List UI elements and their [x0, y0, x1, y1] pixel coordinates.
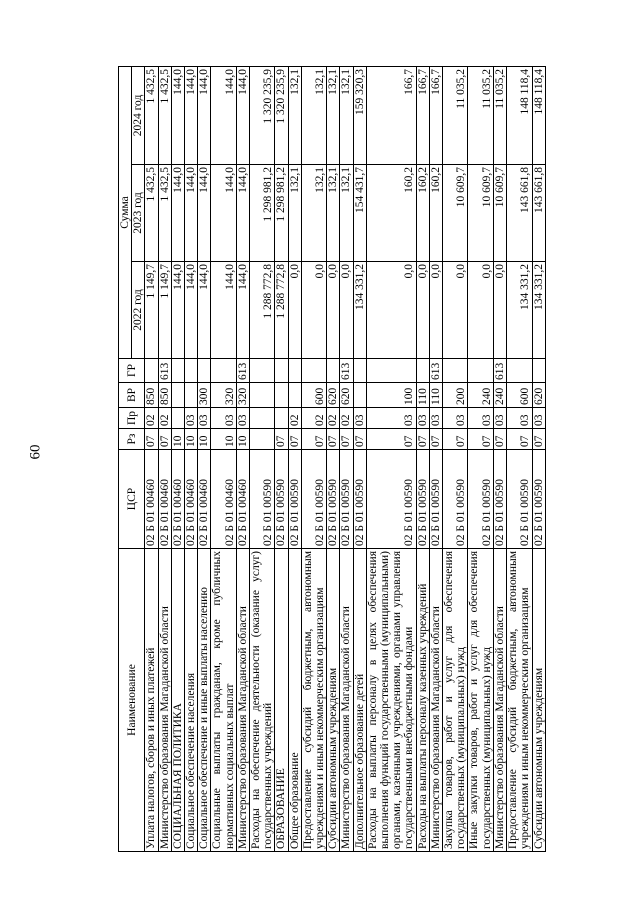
- cell-name: Предоставление субсидий бюджетным, автономным учреждениям и иным некоммерческим организациям: [507, 549, 532, 852]
- cell-name: Закупка товаров, работ и услуг для обеспечения государственных (муниципальных) нужд: [443, 549, 468, 852]
- cell-pr: 03: [185, 408, 198, 429]
- table-row: [236, 66, 249, 851]
- cell-2023: 160,2: [366, 165, 416, 262]
- table-row: [532, 66, 545, 851]
- table-row: [416, 66, 429, 851]
- cell-pr: 02: [288, 408, 301, 429]
- cell-rz: 10: [185, 429, 198, 450]
- cell-csr: 02 Б 01 00590: [301, 450, 326, 549]
- cell-2023: 10 609,7: [443, 165, 468, 262]
- cell-name: Министерство образования Магаданской области: [429, 549, 442, 852]
- cell-rz: 07: [443, 429, 468, 450]
- cell-2023: 132,1: [327, 165, 340, 262]
- table-row: [301, 66, 326, 851]
- cell-csr: 02 Б 01 00590: [275, 450, 288, 549]
- cell-name: Социальное обеспечение и иные выплаты населению: [198, 549, 211, 852]
- cell-2022: 0,0: [443, 262, 468, 359]
- cell-2022: 0,0: [468, 262, 493, 359]
- table-body: [145, 66, 545, 851]
- cell-pr: 03: [366, 408, 416, 429]
- cell-2024: 148 118,4: [507, 66, 532, 164]
- cell-vr: 240: [468, 383, 493, 408]
- header-csr: ЦСР: [119, 450, 145, 549]
- cell-rz: 07: [288, 429, 301, 450]
- cell-rz: 07: [532, 429, 545, 450]
- cell-vr: [275, 383, 288, 408]
- header-2023: 2023 год: [132, 165, 145, 262]
- cell-2023: 160,2: [416, 165, 429, 262]
- cell-2023: 144,0: [211, 165, 236, 262]
- header-2024: 2024 год: [132, 66, 145, 164]
- header-sum: Сумма: [119, 66, 132, 358]
- cell-csr: 02 Б 01 00590: [507, 450, 532, 549]
- cell-pr: 03: [507, 408, 532, 429]
- header-row-top: [119, 66, 132, 851]
- cell-name: Общее образование: [288, 549, 301, 852]
- cell-csr: 02 Б 01 00460: [211, 450, 236, 549]
- table-row: [275, 66, 288, 851]
- table-row: [145, 66, 158, 851]
- cell-name: Министерство образования Магаданской области: [493, 549, 506, 852]
- cell-2023: 1 432,5: [145, 165, 158, 262]
- cell-name: Дополнительное образование детей: [353, 549, 366, 852]
- cell-2024: 1 432,5: [158, 66, 171, 164]
- cell-csr: 02 Б 01 00590: [327, 450, 340, 549]
- cell-gr: [185, 359, 198, 383]
- cell-2024: 132,1: [327, 66, 340, 164]
- cell-rz: [250, 429, 275, 450]
- cell-pr: 03: [429, 408, 442, 429]
- table-row: [250, 66, 275, 851]
- cell-vr: 620: [340, 383, 353, 408]
- cell-csr: 02 Б 01 00590: [353, 450, 366, 549]
- cell-name: Министерство образования Магаданской области: [236, 549, 249, 852]
- cell-2023: 154 431,7: [353, 165, 366, 262]
- cell-vr: [171, 383, 184, 408]
- cell-2022: 134 331,2: [353, 262, 366, 359]
- cell-2022: 134 331,2: [507, 262, 532, 359]
- cell-gr: [532, 359, 545, 383]
- cell-rz: 07: [366, 429, 416, 450]
- cell-2022: 144,0: [211, 262, 236, 359]
- cell-gr: 613: [429, 359, 442, 383]
- cell-2024: 166,7: [366, 66, 416, 164]
- cell-gr: 613: [493, 359, 506, 383]
- cell-csr: 02 Б 01 00590: [493, 450, 506, 549]
- cell-rz: 10: [198, 429, 211, 450]
- cell-2022: 134 331,2: [532, 262, 545, 359]
- cell-rz: 07: [301, 429, 326, 450]
- cell-2022: 0,0: [327, 262, 340, 359]
- cell-csr: 02 Б 01 00590: [366, 450, 416, 549]
- cell-2022: 144,0: [236, 262, 249, 359]
- cell-2023: 144,0: [198, 165, 211, 262]
- cell-2022: 0,0: [288, 262, 301, 359]
- cell-2024: 11 035,2: [468, 66, 493, 164]
- cell-2023: 160,2: [429, 165, 442, 262]
- cell-name: Расходы на обеспечение деятельности (оказание услуг) государственных учреждений: [250, 549, 275, 852]
- budget-table: [118, 66, 546, 852]
- cell-vr: 600: [301, 383, 326, 408]
- cell-pr: 03: [198, 408, 211, 429]
- cell-2024: 166,7: [429, 66, 442, 164]
- cell-2024: 159 320,3: [353, 66, 366, 164]
- cell-csr: 02 Б 01 00460: [185, 450, 198, 549]
- cell-rz: 07: [145, 429, 158, 450]
- cell-pr: 02: [145, 408, 158, 429]
- cell-rz: 07: [353, 429, 366, 450]
- cell-2023: 144,0: [236, 165, 249, 262]
- cell-2023: 144,0: [171, 165, 184, 262]
- cell-2023: 1 298 981,2: [250, 165, 275, 262]
- cell-2023: 10 609,7: [493, 165, 506, 262]
- cell-csr: 02 Б 01 00460: [158, 450, 171, 549]
- cell-gr: [145, 359, 158, 383]
- cell-csr: 02 Б 01 00590: [416, 450, 429, 549]
- cell-name: Субсидии автономным учреждениям: [327, 549, 340, 852]
- cell-2022: 0,0: [493, 262, 506, 359]
- header-pr: Пр: [119, 408, 145, 429]
- cell-2024: 144,0: [171, 66, 184, 164]
- cell-vr: 320: [236, 383, 249, 408]
- cell-csr: 02 Б 01 00460: [171, 450, 184, 549]
- cell-vr: 850: [145, 383, 158, 408]
- cell-2023: 144,0: [185, 165, 198, 262]
- cell-pr: 03: [443, 408, 468, 429]
- cell-2024: 132,1: [288, 66, 301, 164]
- cell-pr: 03: [353, 408, 366, 429]
- cell-2024: 132,1: [340, 66, 353, 164]
- cell-csr: 02 Б 01 00590: [429, 450, 442, 549]
- cell-vr: 240: [493, 383, 506, 408]
- cell-vr: 300: [198, 383, 211, 408]
- cell-gr: [443, 359, 468, 383]
- cell-2024: 1 320 235,9: [275, 66, 288, 164]
- table-row: [353, 66, 366, 851]
- cell-2024: 148 118,4: [532, 66, 545, 164]
- header-vr: ВР: [119, 383, 145, 408]
- cell-2024: 11 035,2: [443, 66, 468, 164]
- table-row: [443, 66, 468, 851]
- cell-csr: 02 Б 01 00590: [468, 450, 493, 549]
- cell-pr: 03: [493, 408, 506, 429]
- cell-2024: 1 320 235,9: [250, 66, 275, 164]
- table-row: [198, 66, 211, 851]
- cell-2024: 132,1: [301, 66, 326, 164]
- cell-rz: 07: [327, 429, 340, 450]
- cell-2022: 0,0: [301, 262, 326, 359]
- cell-gr: [275, 359, 288, 383]
- table-row: [468, 66, 493, 851]
- cell-csr: 02 Б 01 00460: [145, 450, 158, 549]
- cell-name: Социальные выплаты гражданам, кроме публичных нормативных социальных выплат: [211, 549, 236, 852]
- cell-csr: 02 Б 01 00590: [532, 450, 545, 549]
- table-row: [211, 66, 236, 851]
- header-gr: ГР: [119, 359, 145, 383]
- cell-vr: [288, 383, 301, 408]
- cell-vr: 620: [327, 383, 340, 408]
- cell-rz: 07: [340, 429, 353, 450]
- cell-csr: 02 Б 01 00590: [288, 450, 301, 549]
- cell-gr: 613: [236, 359, 249, 383]
- cell-rz: 07: [429, 429, 442, 450]
- table-row: [327, 66, 340, 851]
- cell-name: Иные закупки товаров, работ и услуг для обеспечения государственных (муниципальных) нужд: [468, 549, 493, 852]
- cell-gr: [327, 359, 340, 383]
- cell-2024: 166,7: [416, 66, 429, 164]
- cell-2024: 144,0: [185, 66, 198, 164]
- cell-gr: [211, 359, 236, 383]
- cell-2022: 0,0: [416, 262, 429, 359]
- cell-vr: 200: [443, 383, 468, 408]
- table-row: [185, 66, 198, 851]
- table-row: [493, 66, 506, 851]
- table-row: [429, 66, 442, 851]
- cell-2022: 144,0: [198, 262, 211, 359]
- cell-2023: 143 661,8: [507, 165, 532, 262]
- cell-gr: [507, 359, 532, 383]
- cell-2023: 10 609,7: [468, 165, 493, 262]
- header-2022: 2022 год: [132, 262, 145, 359]
- cell-vr: 850: [158, 383, 171, 408]
- cell-2022: 0,0: [340, 262, 353, 359]
- cell-2023: 143 661,8: [532, 165, 545, 262]
- cell-vr: 620: [532, 383, 545, 408]
- table-row: [288, 66, 301, 851]
- cell-rz: 07: [468, 429, 493, 450]
- cell-2022: 144,0: [185, 262, 198, 359]
- cell-name: Расходы на выплаты персоналу казенных учреждений: [416, 549, 429, 852]
- cell-pr: [250, 408, 275, 429]
- cell-2022: 1 288 772,8: [250, 262, 275, 359]
- cell-2024: 11 035,2: [493, 66, 506, 164]
- cell-gr: 613: [158, 359, 171, 383]
- page-number-text: 60: [27, 444, 44, 460]
- cell-gr: [250, 359, 275, 383]
- cell-rz: 07: [493, 429, 506, 450]
- cell-vr: [353, 383, 366, 408]
- cell-pr: 03: [416, 408, 429, 429]
- cell-gr: [198, 359, 211, 383]
- cell-csr: 02 Б 01 00590: [250, 450, 275, 549]
- cell-name: Министерство образования Магаданской области: [340, 549, 353, 852]
- header-rz: Рз: [119, 429, 145, 450]
- cell-gr: [353, 359, 366, 383]
- table-header: [119, 66, 145, 851]
- table-row: [366, 66, 416, 851]
- cell-gr: [288, 359, 301, 383]
- table-row: [507, 66, 532, 851]
- cell-name: Предоставление субсидий бюджетным, автономным учреждениям и иным некоммерческим организациям: [301, 549, 326, 852]
- cell-rz: 10: [211, 429, 236, 450]
- cell-name: Социальное обеспечение населения: [185, 549, 198, 852]
- cell-pr: 02: [340, 408, 353, 429]
- cell-2024: 144,0: [236, 66, 249, 164]
- cell-rz: 10: [236, 429, 249, 450]
- cell-csr: 02 Б 01 00590: [340, 450, 353, 549]
- table-row: [340, 66, 353, 851]
- cell-pr: 03: [211, 408, 236, 429]
- cell-pr: 02: [327, 408, 340, 429]
- header-name: Наименование: [119, 549, 145, 852]
- cell-pr: [275, 408, 288, 429]
- cell-vr: 320: [211, 383, 236, 408]
- cell-2023: 132,1: [288, 165, 301, 262]
- budget-table-frame: [118, 67, 623, 852]
- cell-vr: 110: [429, 383, 442, 408]
- cell-csr: 02 Б 01 00460: [198, 450, 211, 549]
- cell-name: Расходы на выплаты персоналу в целях обеспечения выполнения функций государственными (муниципальными) органами, казенными учреждениями, органами управления государственными внебюджетными фондами: [366, 549, 416, 852]
- cell-pr: [171, 408, 184, 429]
- cell-2024: 144,0: [211, 66, 236, 164]
- cell-csr: 02 Б 01 00590: [443, 450, 468, 549]
- cell-vr: [185, 383, 198, 408]
- cell-rz: 07: [275, 429, 288, 450]
- table-row: [171, 66, 184, 851]
- cell-vr: 110: [416, 383, 429, 408]
- cell-name: Субсидии автономным учреждениям: [532, 549, 545, 852]
- table-row: [158, 66, 171, 851]
- cell-pr: 03: [236, 408, 249, 429]
- cell-csr: 02 Б 01 00460: [236, 450, 249, 549]
- cell-gr: [468, 359, 493, 383]
- cell-gr: [301, 359, 326, 383]
- cell-gr: 613: [340, 359, 353, 383]
- cell-name: СОЦИАЛЬНАЯ ПОЛИТИКА: [171, 549, 184, 852]
- cell-2024: 144,0: [198, 66, 211, 164]
- cell-2022: 1 149,7: [158, 262, 171, 359]
- cell-2022: 0,0: [429, 262, 442, 359]
- cell-pr: 03: [532, 408, 545, 429]
- cell-pr: 02: [158, 408, 171, 429]
- cell-name: Уплата налогов, сборов и иных платежей: [145, 549, 158, 852]
- cell-2023: 132,1: [301, 165, 326, 262]
- cell-rz: 07: [158, 429, 171, 450]
- cell-2024: 1 432,5: [145, 66, 158, 164]
- cell-pr: 02: [301, 408, 326, 429]
- cell-gr: [171, 359, 184, 383]
- cell-2022: 1 149,7: [145, 262, 158, 359]
- cell-vr: 600: [507, 383, 532, 408]
- cell-gr: [366, 359, 416, 383]
- cell-rz: 07: [416, 429, 429, 450]
- cell-2022: 144,0: [171, 262, 184, 359]
- cell-vr: 100: [366, 383, 416, 408]
- cell-2023: 132,1: [340, 165, 353, 262]
- cell-2022: 0,0: [366, 262, 416, 359]
- cell-rz: 07: [507, 429, 532, 450]
- cell-2022: 1 288 772,8: [275, 262, 288, 359]
- cell-2023: 1 432,5: [158, 165, 171, 262]
- cell-gr: [416, 359, 429, 383]
- cell-vr: [250, 383, 275, 408]
- cell-pr: 03: [468, 408, 493, 429]
- cell-rz: 10: [171, 429, 184, 450]
- cell-2023: 1 298 981,2: [275, 165, 288, 262]
- cell-name: Министерство образования Магаданской области: [158, 549, 171, 852]
- cell-name: ОБРАЗОВАНИЕ: [275, 549, 288, 852]
